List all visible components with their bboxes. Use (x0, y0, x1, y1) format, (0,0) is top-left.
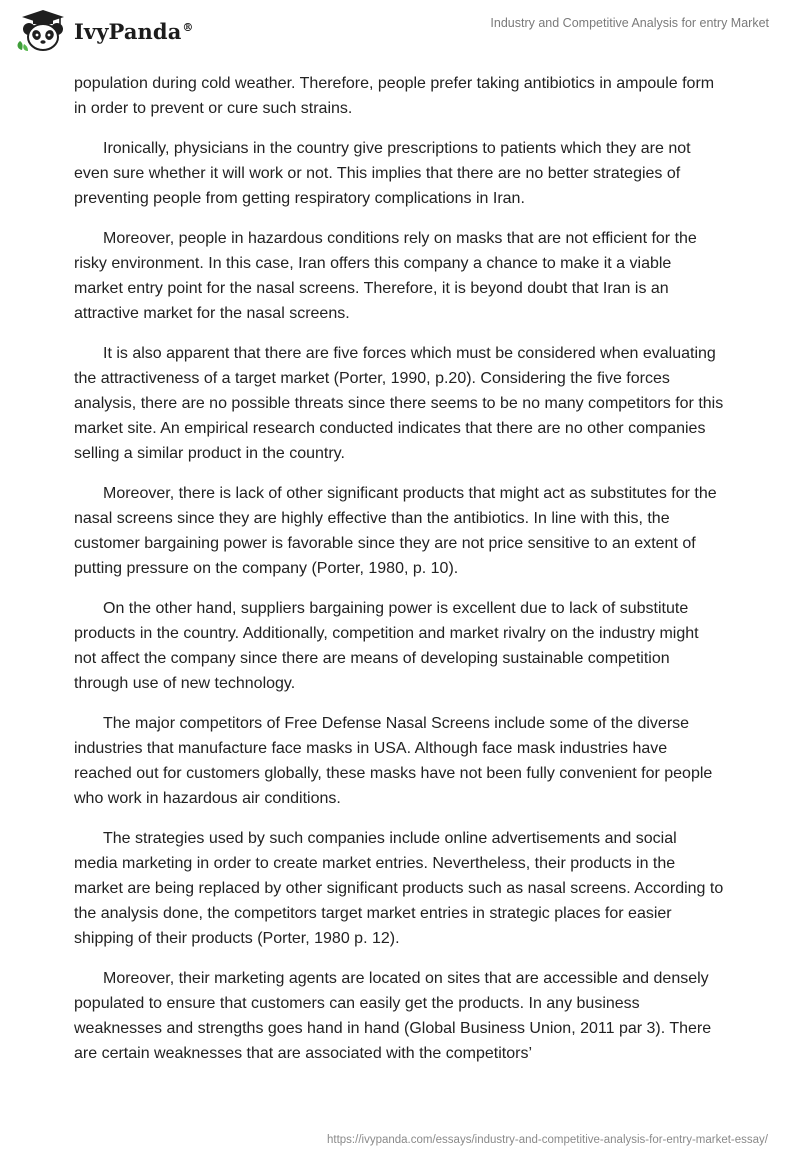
document-title: Industry and Competitive Analysis for entry Market (490, 16, 769, 30)
registered-mark: ® (182, 20, 194, 34)
paragraph: Moreover, there is lack of other significant products that might act as substitutes for the nasal screens since they are highly effective than the antibiotics. In line with this, the customer bargaining power is favorable since they are not price sensitive to an extent of putting pressure on the company (Porter, 1980, p. 10). (74, 485, 717, 577)
paragraph: The strategies used by such companies include online advertisements and social media marketing in order to create market entries. Nevertheless, their products in the market are being replaced by other significant products such as nasal screens. According to the analysis done, the competitors target market entries in strategic places for easier shipping of their products (Porter, 1980 p. 12). (74, 830, 724, 947)
paragraph: On the other hand, suppliers bargaining power is excellent due to lack of substitute products in the country. Additionally, competition and market rivalry on the industry might not affect the company since there are means of developing sustainable competition through use of new technology. (74, 600, 699, 692)
paragraph: Moreover, their marketing agents are located on sites that are accessible and densely populated to ensure that customers can easily get the products. In any business weaknesses and strengths goes hand in hand (Global Business Union, 2011 par 3). There are certain weaknesses that are associated with the competitors’ (74, 970, 712, 1062)
paragraph: Ironically, physicians in the country give prescriptions to patients which they are not even sure whether it will work or not. This implies that there are no better strategies of preventing people from getting respiratory complications in Iran. (74, 140, 691, 207)
logo-wordmark: IvyPanda® (74, 18, 194, 44)
panda-graduate-icon (14, 8, 72, 52)
ivypanda-logo[interactable] (14, 8, 194, 52)
paragraph: Moreover, people in hazardous conditions rely on masks that are not efficient for the risky environment. In this case, Iran offers this company a chance to make it a viable market entry point for the nasal screens. Therefore, it is beyond doubt that Iran is an attractive market for the nasal screens. (74, 230, 697, 322)
essay-body (74, 71, 724, 1081)
paragraph: population during cold weather. Therefore, people prefer taking antibiotics in ampoule form in order to prevent or cure such strains. (74, 75, 715, 117)
page-header (0, 0, 800, 60)
source-url[interactable]: https://ivypanda.com/essays/industry-and-competitive-analysis-for-entry-market-essay/ (327, 1134, 768, 1146)
paragraph: The major competitors of Free Defense Nasal Screens include some of the diverse industries that manufacture face masks in USA. Although face mask industries have reached out for customers globally, these masks have not been fully convenient for people who work in hazardous air conditions. (74, 715, 713, 807)
paragraph: It is also apparent that there are five forces which must be considered when evaluating the attractiveness of a target market (Porter, 1990, p.20). Considering the five forces analysis, there are no possible threats since there seems to be no many competitors for this market site. An empirical research conducted indicates that there are no other companies selling a similar product in the country. (74, 345, 724, 462)
